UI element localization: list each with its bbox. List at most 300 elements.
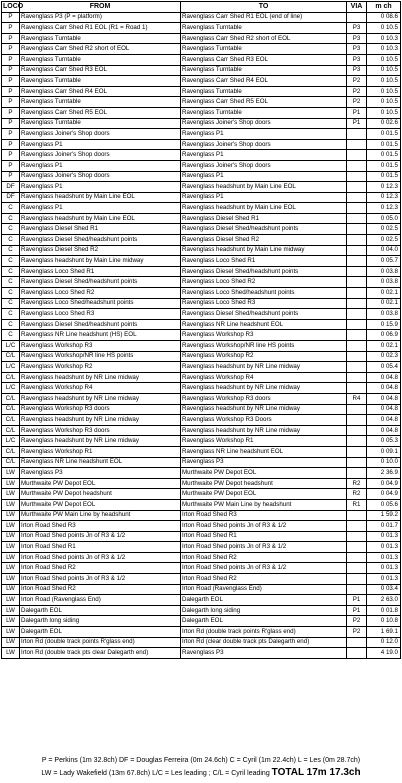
loco-cell: C/L	[2, 351, 20, 362]
distance-cell: 0 10.5	[367, 107, 401, 118]
from-cell: Ravenglass headshunt by NR Line midway	[20, 372, 181, 383]
to-cell: Ravenglass Loco Shed R1	[181, 256, 347, 267]
loco-cell: LW	[2, 510, 20, 521]
loco-cell: DF	[2, 192, 20, 203]
from-cell: Ravenglass Diesel Shed/headshunt points	[20, 277, 181, 288]
loco-cell: C	[2, 319, 20, 330]
table-row	[2, 266, 401, 277]
header-distance: m ch	[367, 2, 401, 13]
to-cell: Ravenglass Workshop R1	[181, 436, 347, 447]
to-cell: Ravenglass Diesel Shed R1	[181, 213, 347, 224]
to-cell: Ravenglass headshunt by NR Line midway	[181, 383, 347, 394]
table-row	[2, 139, 401, 150]
loco-cell: P	[2, 12, 20, 23]
loco-cell: LW	[2, 563, 20, 574]
from-cell: Ravenglass Carr Shed R3 EOL	[20, 65, 181, 76]
table-row	[2, 563, 401, 574]
distance-cell: 0 10.8	[367, 616, 401, 627]
via-cell: R2	[347, 489, 367, 500]
loco-cell: P	[2, 150, 20, 161]
via-cell: P3	[347, 44, 367, 55]
loco-cell: LW	[2, 574, 20, 585]
via-cell	[347, 446, 367, 457]
table-row	[2, 351, 401, 362]
table-row	[2, 192, 401, 203]
table-row	[2, 627, 401, 638]
via-cell	[347, 298, 367, 309]
to-cell: Dalegarth long siding	[181, 605, 347, 616]
loco-cell: L/C	[2, 383, 20, 394]
via-cell: P3	[347, 23, 367, 34]
from-cell: Ravenglass Workshop/NR line HS points	[20, 351, 181, 362]
via-cell: P1	[347, 107, 367, 118]
to-cell: Irton Road (Ravenglass End)	[181, 584, 347, 595]
via-cell: P3	[347, 33, 367, 44]
to-cell: Ravenglass Carr Shed R3 EOL	[181, 54, 347, 65]
loco-cell: P	[2, 160, 20, 171]
from-cell: Ravenglass Carr Shed R1 EOL (R1 = Road 1)	[20, 23, 181, 34]
distance-cell: 2 36.9	[367, 468, 401, 479]
to-cell: Ravenglass Loco Shed R2	[181, 277, 347, 288]
distance-cell: 0 03.8	[367, 277, 401, 288]
via-cell	[347, 362, 367, 373]
distance-cell: 0 02.1	[367, 298, 401, 309]
table-row	[2, 150, 401, 161]
from-cell: Ravenglass Turntable	[20, 118, 181, 129]
loco-cell: C/L	[2, 425, 20, 436]
header-loco: LOCO	[2, 2, 20, 13]
loco-cell: C/L	[2, 404, 20, 415]
total-distance: TOTAL 17m 17.3ch	[271, 767, 361, 778]
distance-cell: 0 02.1	[367, 341, 401, 352]
via-cell	[347, 648, 367, 659]
legend-line-2-text: LW = Lady Wakefield (13m 67.8ch) L/C = Les leading ; C/L = Cyril leading	[41, 770, 270, 777]
to-cell: Irton Road Shed R3	[181, 510, 347, 521]
header-via: VIA	[347, 2, 367, 13]
from-cell: Irton Road Shed points Jn of R3 & 1/2	[20, 552, 181, 563]
from-cell: Ravenglass NR Line headshunt EOL	[20, 457, 181, 468]
loco-cell: LW	[2, 584, 20, 595]
to-cell: Ravenglass Joiner's Shop doors	[181, 160, 347, 171]
from-cell: Ravenglass Turntable	[20, 54, 181, 65]
distance-cell: 0 01.3	[367, 563, 401, 574]
to-cell: Ravenglass Turntable	[181, 23, 347, 34]
to-cell: Ravenglass headshunt by Main Line EOL	[181, 203, 347, 214]
distance-cell: 0 04.0	[367, 245, 401, 256]
from-cell: Ravenglass Carr Shed R2 short of EOL	[20, 44, 181, 55]
to-cell: Ravenglass Diesel Shed R2	[181, 235, 347, 246]
via-cell	[347, 266, 367, 277]
distance-cell: 0 04.9	[367, 478, 401, 489]
distance-cell: 0 01.3	[367, 552, 401, 563]
loco-cell: P	[2, 33, 20, 44]
from-cell: Ravenglass P1	[20, 203, 181, 214]
legend-line-2	[0, 768, 402, 779]
table-row	[2, 457, 401, 468]
via-cell	[347, 277, 367, 288]
table-row	[2, 341, 401, 352]
loco-cell: C	[2, 224, 20, 235]
table-row	[2, 393, 401, 404]
via-cell: P2	[347, 97, 367, 108]
table-row	[2, 288, 401, 299]
distance-cell: 0 10.5	[367, 23, 401, 34]
loco-cell: P	[2, 86, 20, 97]
loco-cell: LW	[2, 531, 20, 542]
via-cell	[347, 288, 367, 299]
table-header-row	[2, 2, 401, 13]
via-cell	[347, 563, 367, 574]
distance-cell: 0 01.5	[367, 171, 401, 182]
from-cell: Dalegarth EOL	[20, 627, 181, 638]
from-cell: Ravenglass headshunt by Main Line EOL	[20, 213, 181, 224]
distance-cell: 0 01.7	[367, 521, 401, 532]
loco-cell: C	[2, 235, 20, 246]
to-cell: Ravenglass Turntable	[181, 65, 347, 76]
table-row	[2, 277, 401, 288]
from-cell: Ravenglass Workshop R3 doors	[20, 425, 181, 436]
from-cell: Ravenglass Workshop R3	[20, 341, 181, 352]
distance-cell: 0 10.5	[367, 97, 401, 108]
loco-cell: C/L	[2, 372, 20, 383]
from-cell: Ravenglass P3 (P = platform)	[20, 12, 181, 23]
loco-cell: C/L	[2, 393, 20, 404]
via-cell	[347, 510, 367, 521]
table-row	[2, 542, 401, 553]
from-cell: Murthwaite PW Depot headshunt	[20, 489, 181, 500]
from-cell: Dalegarth long siding	[20, 616, 181, 627]
distance-cell: 0 06.9	[367, 330, 401, 341]
distance-cell: 0 10.5	[367, 65, 401, 76]
from-cell: Ravenglass Joiner's Shop doors	[20, 171, 181, 182]
from-cell: Ravenglass P3	[20, 468, 181, 479]
table-row	[2, 415, 401, 426]
distance-cell: 0 01.3	[367, 574, 401, 585]
table-row	[2, 245, 401, 256]
header-to: TO	[181, 2, 347, 13]
from-cell: Ravenglass P1	[20, 139, 181, 150]
table-row	[2, 107, 401, 118]
to-cell: Ravenglass headshunt by Main Line EOL	[181, 182, 347, 193]
journey-table	[1, 1, 401, 659]
from-cell: Ravenglass Joiner's Shop doors	[20, 129, 181, 140]
via-cell	[347, 341, 367, 352]
table-row	[2, 648, 401, 659]
loco-cell: C/L	[2, 415, 20, 426]
from-cell: Ravenglass Workshop R2	[20, 362, 181, 373]
to-cell: Irton Road Shed points Jn of R3 & 1/2	[181, 542, 347, 553]
to-cell: Ravenglass Carr Shed R5 EOL	[181, 97, 347, 108]
distance-cell: 0 02.5	[367, 235, 401, 246]
distance-cell: 1 69.1	[367, 627, 401, 638]
table-row	[2, 65, 401, 76]
from-cell: Ravenglass Turntable	[20, 76, 181, 87]
to-cell: Irton Rd (double track points R'glass end)	[181, 627, 347, 638]
distance-cell: 0 10.5	[367, 86, 401, 97]
loco-cell: C/L	[2, 457, 20, 468]
to-cell: Ravenglass Workshop R3 Doors	[181, 415, 347, 426]
to-cell: Ravenglass headshunt by NR Line midway	[181, 404, 347, 415]
from-cell: Murthwaite PW Main Line by headshunt	[20, 510, 181, 521]
table-row	[2, 446, 401, 457]
loco-cell: LW	[2, 478, 20, 489]
loco-cell: LW	[2, 627, 20, 638]
table-row	[2, 330, 401, 341]
from-cell: Ravenglass P1	[20, 182, 181, 193]
table-row	[2, 499, 401, 510]
from-cell: Ravenglass Diesel Shed/headshunt points	[20, 235, 181, 246]
loco-cell: C	[2, 298, 20, 309]
to-cell: Ravenglass Carr Shed R4 EOL	[181, 76, 347, 87]
via-cell	[347, 139, 367, 150]
loco-cell: C	[2, 330, 20, 341]
loco-cell: DF	[2, 182, 20, 193]
to-cell: Ravenglass Diesel Shed/headshunt points	[181, 266, 347, 277]
distance-cell: 0 02.6	[367, 118, 401, 129]
from-cell: Ravenglass NR Line headshunt (HS) EOL	[20, 330, 181, 341]
via-cell	[347, 203, 367, 214]
from-cell: Ravenglass Loco Shed R3	[20, 309, 181, 320]
distance-cell: 0 01.8	[367, 605, 401, 616]
table-row	[2, 436, 401, 447]
from-cell: Irton Road Shed R2	[20, 584, 181, 595]
distance-cell: 0 12.0	[367, 637, 401, 648]
to-cell: Ravenglass headshunt by NR Line midway	[181, 362, 347, 373]
from-cell: Ravenglass headshunt by NR Line midway	[20, 436, 181, 447]
from-cell: Ravenglass Loco Shed R1	[20, 266, 181, 277]
distance-cell: 0 05.4	[367, 362, 401, 373]
via-cell	[347, 245, 367, 256]
to-cell: Ravenglass P1	[181, 171, 347, 182]
table-row	[2, 118, 401, 129]
to-cell: Ravenglass NR Line headshunt EOL	[181, 319, 347, 330]
to-cell: Murthwaite PW Depot headshunt	[181, 478, 347, 489]
from-cell: Irton Road Shed R1	[20, 542, 181, 553]
table-row	[2, 23, 401, 34]
table-row	[2, 605, 401, 616]
table-row	[2, 256, 401, 267]
journey-table-container	[1, 1, 400, 659]
loco-cell: C	[2, 203, 20, 214]
loco-cell: P	[2, 129, 20, 140]
loco-cell: LW	[2, 542, 20, 553]
loco-cell: LW	[2, 648, 20, 659]
to-cell: Murthwaite PW Main Line by headshunt	[181, 499, 347, 510]
table-row	[2, 637, 401, 648]
from-cell: Murthwaite PW Depot EOL	[20, 478, 181, 489]
loco-cell: LW	[2, 489, 20, 500]
loco-cell: LW	[2, 605, 20, 616]
loco-cell: P	[2, 171, 20, 182]
to-cell: Dalegarth EOL	[181, 595, 347, 606]
from-cell: Irton Road Shed R3	[20, 521, 181, 532]
from-cell: Irton Rd (double track points R'glass end)	[20, 637, 181, 648]
via-cell: P1	[347, 595, 367, 606]
loco-cell: P	[2, 54, 20, 65]
distance-cell: 0 02.1	[367, 288, 401, 299]
table-body	[2, 12, 401, 658]
loco-cell: P	[2, 118, 20, 129]
distance-cell: 4 19.0	[367, 648, 401, 659]
to-cell: Ravenglass Workshop R4	[181, 372, 347, 383]
loco-cell: LW	[2, 499, 20, 510]
via-cell	[347, 521, 367, 532]
table-row	[2, 595, 401, 606]
table-row	[2, 510, 401, 521]
from-cell: Irton Road Shed points Jn of R3 & 1/2	[20, 531, 181, 542]
distance-cell: 0 05.6	[367, 499, 401, 510]
from-cell: Ravenglass Turntable	[20, 97, 181, 108]
to-cell: Ravenglass Workshop/NR line HS points	[181, 341, 347, 352]
loco-cell: LW	[2, 468, 20, 479]
from-cell: Ravenglass Workshop R3 doors	[20, 404, 181, 415]
from-cell: Irton Road Shed points Jn of R3 & 1/2	[20, 574, 181, 585]
loco-cell: C	[2, 277, 20, 288]
from-cell: Ravenglass Diesel Shed/headshunt points	[20, 319, 181, 330]
legend-line-1: P = Perkins (1m 32.8ch) DF = Douglas Ferreira (0m 24.6ch) C = Cyril (1m 22.4ch) L = Les (0m 28.7ch)	[41, 757, 361, 764]
table-row	[2, 552, 401, 563]
distance-cell: 0 04.8	[367, 404, 401, 415]
distance-cell: 0 01.5	[367, 139, 401, 150]
distance-cell: 0 01.5	[367, 160, 401, 171]
via-cell: P3	[347, 65, 367, 76]
distance-cell: 0 04.8	[367, 372, 401, 383]
distance-cell: 0 05.3	[367, 436, 401, 447]
table-row	[2, 574, 401, 585]
header-from: FROM	[20, 2, 181, 13]
table-row	[2, 298, 401, 309]
to-cell: Ravenglass P1	[181, 192, 347, 203]
via-cell	[347, 351, 367, 362]
table-row	[2, 33, 401, 44]
distance-cell: 0 03.8	[367, 266, 401, 277]
distance-cell: 0 03.8	[367, 309, 401, 320]
loco-cell: LW	[2, 521, 20, 532]
table-row	[2, 54, 401, 65]
from-cell: Ravenglass P1	[20, 160, 181, 171]
via-cell	[347, 415, 367, 426]
via-cell: R4	[347, 393, 367, 404]
via-cell	[347, 531, 367, 542]
to-cell: Ravenglass Turntable	[181, 86, 347, 97]
distance-cell: 2 63.0	[367, 595, 401, 606]
loco-cell: L/C	[2, 362, 20, 373]
to-cell: Dalegarth EOL	[181, 616, 347, 627]
from-cell: Irton Road Shed R2	[20, 563, 181, 574]
to-cell: Ravenglass Joiner's Shop doors	[181, 118, 347, 129]
loco-cell: C	[2, 266, 20, 277]
to-cell: Ravenglass Carr Shed R2 short of EOL	[181, 33, 347, 44]
via-cell: P2	[347, 616, 367, 627]
via-cell: P2	[347, 86, 367, 97]
distance-cell: 0 04.8	[367, 393, 401, 404]
table-row	[2, 309, 401, 320]
to-cell: Ravenglass Workshop R3 doors	[181, 393, 347, 404]
distance-cell: 0 01.3	[367, 531, 401, 542]
table-row	[2, 521, 401, 532]
table-row	[2, 425, 401, 436]
loco-cell: P	[2, 65, 20, 76]
from-cell: Ravenglass headshunt by Main Line EOL	[20, 192, 181, 203]
from-cell: Ravenglass Carr Shed R4 EOL	[20, 86, 181, 97]
via-cell: R2	[347, 478, 367, 489]
distance-cell: 0 04.9	[367, 489, 401, 500]
to-cell: Ravenglass Diesel Shed/headshunt points	[181, 309, 347, 320]
to-cell: Irton Road Shed R2	[181, 552, 347, 563]
from-cell: Ravenglass Joiner's Shop doors	[20, 150, 181, 161]
from-cell: Irton Rd (double track pts clear Dalegarth end)	[20, 648, 181, 659]
via-cell	[347, 319, 367, 330]
table-row	[2, 584, 401, 595]
via-cell	[347, 224, 367, 235]
from-cell: Ravenglass headshunt by NR Line midway	[20, 393, 181, 404]
to-cell: Ravenglass Turntable	[181, 44, 347, 55]
to-cell: Ravenglass Loco Shed R3	[181, 298, 347, 309]
via-cell	[347, 457, 367, 468]
from-cell: Ravenglass Workshop R1	[20, 446, 181, 457]
via-cell	[347, 235, 367, 246]
from-cell: Ravenglass headshunt by NR Line midway	[20, 415, 181, 426]
table-row	[2, 182, 401, 193]
via-cell	[347, 468, 367, 479]
loco-cell: C	[2, 213, 20, 224]
via-cell	[347, 160, 367, 171]
table-row	[2, 616, 401, 627]
via-cell	[347, 309, 367, 320]
loco-cell: P	[2, 23, 20, 34]
to-cell: Irton Road Shed points Jn of R3 & 1/2	[181, 521, 347, 532]
table-row	[2, 383, 401, 394]
via-cell: P1	[347, 118, 367, 129]
loco-cell: P	[2, 107, 20, 118]
via-cell	[347, 404, 367, 415]
via-cell	[347, 150, 367, 161]
via-cell: P1	[347, 605, 367, 616]
loco-cell: LW	[2, 616, 20, 627]
via-cell	[347, 213, 367, 224]
distance-cell: 0 12.3	[367, 182, 401, 193]
via-cell	[347, 574, 367, 585]
distance-cell: 0 01.5	[367, 150, 401, 161]
distance-cell: 1 59.2	[367, 510, 401, 521]
via-cell	[347, 171, 367, 182]
via-cell	[347, 330, 367, 341]
to-cell: Ravenglass P1	[181, 129, 347, 140]
via-cell: P2	[347, 627, 367, 638]
loco-cell: C	[2, 288, 20, 299]
from-cell: Ravenglass Loco Shed R2	[20, 288, 181, 299]
table-row	[2, 224, 401, 235]
to-cell: Ravenglass P3	[181, 648, 347, 659]
from-cell: Ravenglass headshunt by Main Line midway	[20, 256, 181, 267]
to-cell: Ravenglass Joiner's Shop doors	[181, 139, 347, 150]
from-cell: Ravenglass Diesel Shed R2	[20, 245, 181, 256]
table-row	[2, 213, 401, 224]
via-cell	[347, 192, 367, 203]
via-cell	[347, 12, 367, 23]
distance-cell: 0 08.6	[367, 12, 401, 23]
from-cell: Ravenglass Turntable	[20, 33, 181, 44]
loco-cell: LW	[2, 637, 20, 648]
loco-cell: L/C	[2, 341, 20, 352]
to-cell: Murthwaite PW Depot EOL	[181, 489, 347, 500]
table-row	[2, 362, 401, 373]
distance-cell: 0 04.8	[367, 415, 401, 426]
distance-cell: 0 05.0	[367, 213, 401, 224]
to-cell: Ravenglass Diesel Shed/headshunt points	[181, 224, 347, 235]
distance-cell: 0 10.5	[367, 54, 401, 65]
distance-cell: 0 03.4	[367, 584, 401, 595]
